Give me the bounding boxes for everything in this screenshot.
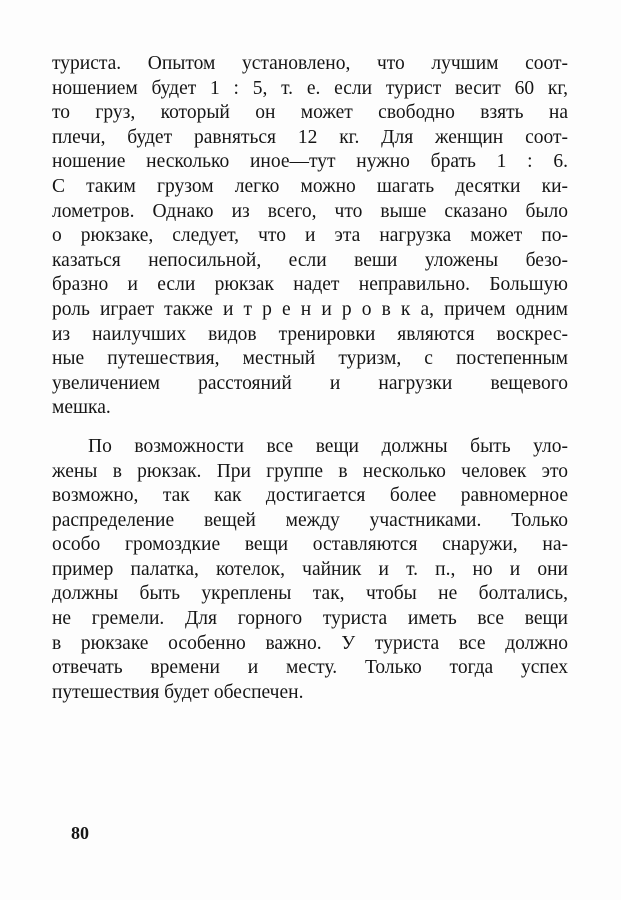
text-line: особо громоздкие вещи оставляются снаружи, на- [52, 534, 568, 556]
text-line: мешка. [52, 397, 111, 419]
body-text [52, 52, 568, 705]
text-line: плечи, будет равняться 12 кг. Для женщин соот- [52, 126, 568, 148]
text-line: не гремели. Для горного туриста иметь все вещи [52, 608, 568, 630]
text-line: пример палатка, котелок, чайник и т. п., но и они [52, 558, 568, 580]
text-line: казаться непосильной, если веши уложены безо- [52, 249, 568, 271]
text-line: жены в рюкзак. При группе в несколько человек это [52, 460, 568, 482]
text-line: из наилучших видов тренировки являются воскрес- [52, 323, 568, 345]
text-line: С таким грузом легко можно шагать десятки ки- [52, 175, 568, 197]
text-line: увеличением расстояний и нагрузки вещевого [52, 372, 568, 394]
paragraph-2 [52, 435, 568, 706]
text-line: возможно, так как достигается более равномерное [52, 485, 568, 507]
paragraph-1 [52, 52, 568, 421]
text-line: ные путешествия, местный туризм, с постепенным [52, 348, 568, 370]
text-line: в рюкзаке особенно важно. У туриста все должно [52, 632, 568, 654]
text-line: По возможности все вещи должны быть уло- [88, 435, 568, 457]
text-line: роль играет также и т р е н и р о в к а, причем одним [52, 298, 568, 320]
text-line: путешествия будет обеспечен. [52, 681, 304, 703]
text-line: лометров. Однако из всего, что выше сказано было [52, 200, 568, 222]
text-line: туриста. Опытом установлено, что лучшим соот- [52, 53, 568, 74]
text-line: должны быть укреплены так, чтобы не болтались, [52, 583, 568, 605]
text-line: ношением будет 1 : 5, т. е. если турист весит 60 кг, [52, 77, 568, 99]
text-line: отвечать времени и месту. Только тогда успех [52, 657, 568, 679]
text-line: о рюкзаке, следует, что и эта нагрузка может по- [52, 225, 568, 247]
text-line: ношение несколько иное—тут нужно брать 1 : 6. [52, 151, 568, 173]
page-number: 80 [71, 823, 89, 843]
text-line: то груз, который он может свободно взять на [52, 102, 568, 124]
text-line: бразно и если рюкзак надет неправильно. Большую [52, 274, 568, 296]
text-line: распределение вещей между участниками. Только [52, 509, 568, 531]
